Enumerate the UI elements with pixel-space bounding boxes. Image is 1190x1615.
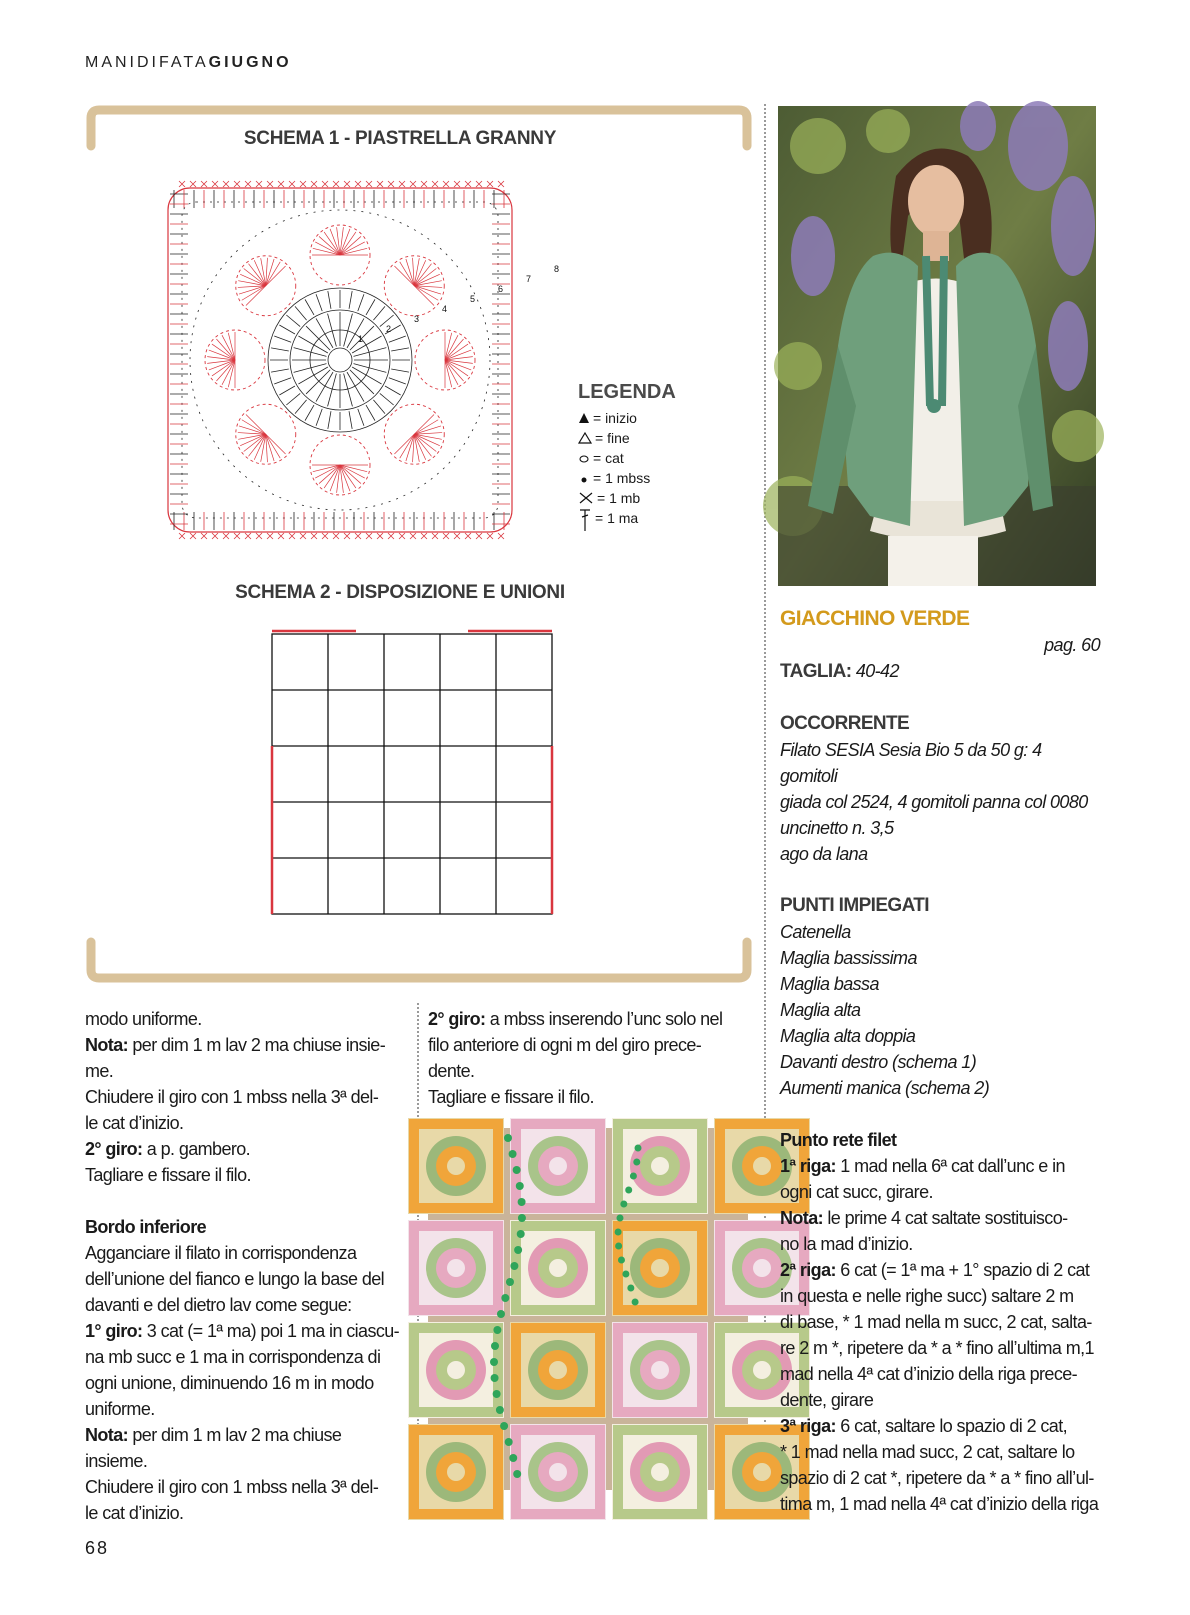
slip-stitch-dot-icon bbox=[578, 472, 590, 484]
round-number: 2 bbox=[386, 324, 392, 334]
single-crochet-x-icon bbox=[578, 491, 594, 505]
occorrente-heading: OCCORRENTE bbox=[780, 713, 910, 734]
instructions-column-2: 2° giro: a mbss inserendo l’unc solo nel filo anteriore di ogni m del giro prece- dente. Tagliare e fissare il filo. bbox=[428, 1009, 723, 1107]
open-triangle-icon bbox=[578, 432, 592, 444]
layout-grid-chart bbox=[268, 630, 558, 930]
schema1-title: SCHEMA 1 - PIASTRELLA GRANNY bbox=[243, 128, 557, 149]
magazine-header bbox=[85, 54, 292, 72]
model-cardigan-photo bbox=[778, 106, 1096, 586]
punti-item: Davanti destro (schema 1) bbox=[780, 1052, 977, 1072]
round-number: 5 bbox=[470, 294, 476, 304]
pattern-info-column: GIACCHINO VERDE pag. 60 TAGLIA: 40-42 OCCORRENTE Filato SESIA Sesia Bio 5 da 50 g: 4 gomitoli giada col 2524, 4 gomitoli panna col 0080 uncinetto n. 3,5 ago da lana PUNTI IMPIEGATI Catenella Maglia bassissima Maglia bassa Maglia alta Maglia alta doppia Davanti destro (schema 1) Aumenti manica (schema 2) Punto rete filet 1ª riga: 1 mad nella 6ª cat dall’unc e in ogni cat succ, girare. Nota: le prime 4 cat saltate sostituisco- no la mad d’inizio. 2ª riga: 6 cat (= 1ª ma + 1° spazio di 2 cat in questa e nelle righe succ) saltare 2 m di base, * 1 mad nella m succ, 2 cat, salta- re 2 m *, ripetere da * a * fino all’ultima m,1 mad nella 4ª cat d’inizio della riga prece- dente, girare 3ª riga: 6 cat, saltare lo spazio di 2 cat, * 1 mad nella mad succ, 2 cat, saltare lo spazio di 2 cat *, ripetere da * a * fino all’ul- tima m, 1 mad nella 4ª cat d’inizio della riga bbox=[780, 607, 1100, 1514]
punti-item: Maglia bassissima bbox=[780, 948, 917, 968]
punti-item: Maglia alta bbox=[780, 1000, 861, 1020]
round-number: 1 bbox=[358, 334, 364, 344]
occorrente-item: Filato SESIA Sesia Bio 5 da 50 g: 4 gomitoli bbox=[780, 740, 1042, 786]
frame-bottom-bracket bbox=[85, 938, 753, 984]
occorrente-item: ago da lana bbox=[780, 844, 868, 864]
round-number: 3 bbox=[414, 314, 420, 324]
granny-square-chart bbox=[160, 180, 560, 540]
double-crochet-icon bbox=[578, 508, 592, 532]
punti-item: Maglia bassa bbox=[780, 974, 879, 994]
page-number: 68 bbox=[85, 1538, 110, 1558]
granny-squares-detail-photo bbox=[428, 1128, 748, 1490]
punti-item: Catenella bbox=[780, 922, 851, 942]
legend-title: LEGENDA bbox=[578, 381, 676, 403]
magazine-name: MANIDIFATA bbox=[85, 54, 209, 71]
legend-item-mbss: = 1 mbss bbox=[578, 468, 676, 488]
round-number: 6 bbox=[498, 284, 504, 294]
filled-triangle-icon bbox=[578, 412, 590, 424]
bordo-inferiore-heading: Bordo inferiore bbox=[85, 1217, 207, 1237]
legend-item-cat: = cat bbox=[578, 448, 676, 468]
legend-item-fine: = fine bbox=[578, 428, 676, 448]
round-number: 4 bbox=[442, 304, 448, 314]
chain-oval-icon bbox=[578, 452, 590, 464]
legend bbox=[578, 382, 676, 532]
pattern-title: GIACCHINO VERDE bbox=[780, 607, 970, 630]
legend-item-mb: = 1 mb bbox=[578, 488, 676, 508]
round-number: 8 bbox=[554, 264, 560, 274]
punti-item: Aumenti manica (schema 2) bbox=[780, 1078, 990, 1098]
punto-rete-heading: Punto rete filet bbox=[780, 1130, 897, 1150]
punti-item: Maglia alta doppia bbox=[780, 1026, 916, 1046]
occorrente-item: uncinetto n. 3,5 bbox=[780, 818, 894, 838]
punti-heading: PUNTI IMPIEGATI bbox=[780, 895, 929, 916]
legend-item-ma: = 1 ma bbox=[578, 508, 676, 532]
occorrente-item: giada col 2524, 4 gomitoli panna col 0080 bbox=[780, 792, 1088, 812]
legend-item-inizio: = inizio bbox=[578, 408, 676, 428]
magazine-month: GIUGNO bbox=[208, 54, 292, 71]
schema2-title: SCHEMA 2 - DISPOSIZIONE E UNIONI bbox=[235, 582, 565, 603]
taglia-line: TAGLIA: 40-42 bbox=[780, 661, 899, 682]
instructions-column-1: modo uniforme. Nota: per dim 1 m lav 2 ma chiuse insie- me. Chiudere il giro con 1 mbss nella 3ª del- le cat d’inizio. 2° giro: a p. gambero. Tagliare e fissare il filo. Bordo inferiore Agganciare il filato in corrispondenza dell’unione del fianco e lungo la base del davanti e del dietro lav come segue: 1° giro: 3 cat (= 1ª ma) poi 1 ma in ciascu- na mb succ e 1 ma in corrispondenza di ogni unione, diminuendo 16 m in modo uniforme. Nota: per dim 1 m lav 2 ma chiuse insieme. Chiudere il giro con 1 mbss nella 3ª del- le cat d’inizio. bbox=[85, 1006, 405, 1526]
round-number: 7 bbox=[526, 274, 532, 284]
page-reference: pag. 60 bbox=[1044, 635, 1100, 655]
